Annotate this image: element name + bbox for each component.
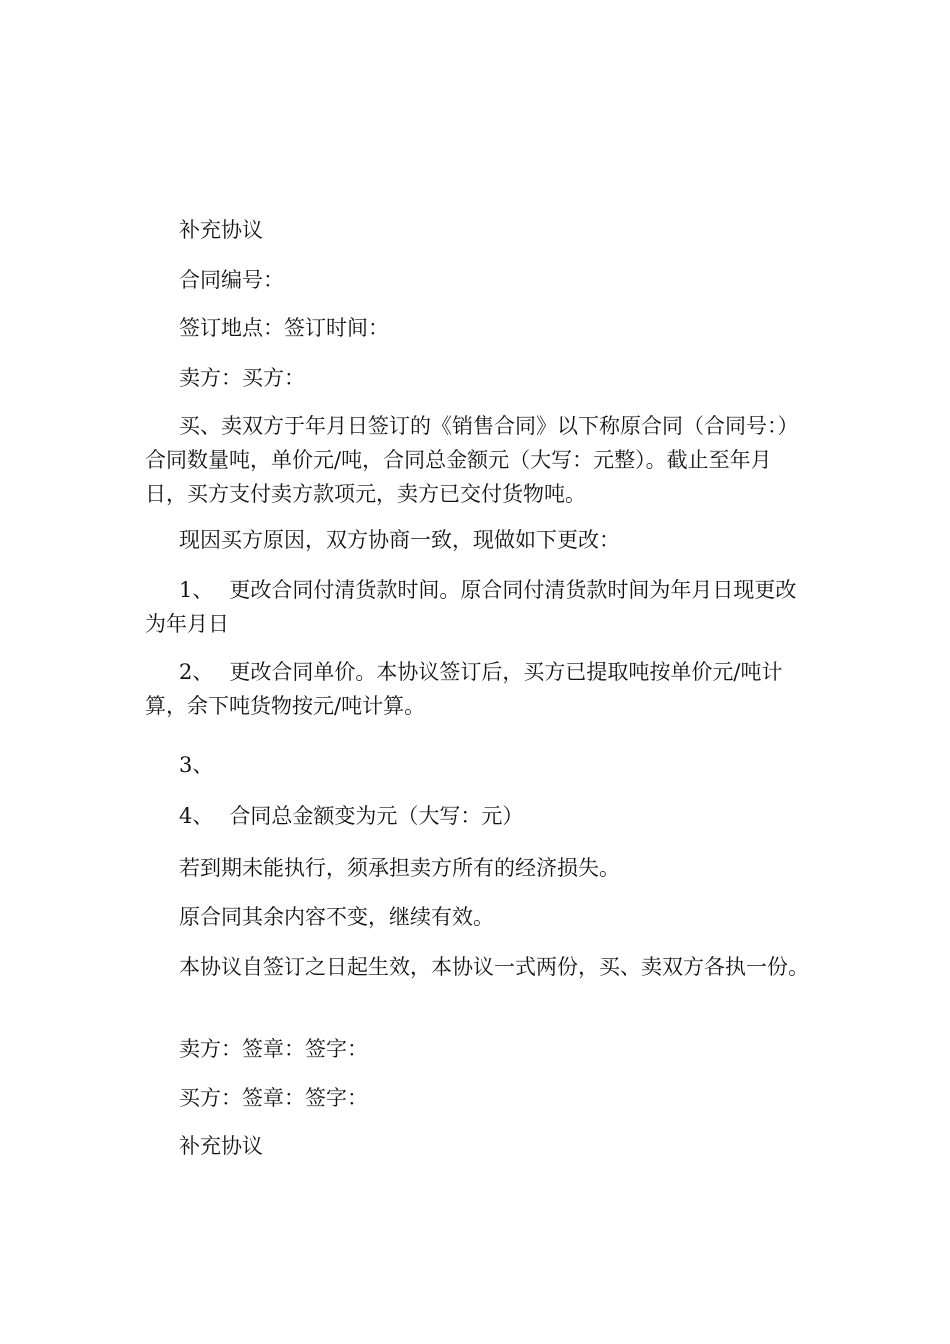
- seller-signature-line: 卖方：签章：签字：: [179, 1037, 368, 1061]
- item-4-text: 合同总金额变为元（大写：元）: [229, 804, 524, 828]
- effect-paragraph: 本协议自签订之日起生效，本协议一式两份，买、卖双方各执一份。: [179, 955, 809, 979]
- item-4-number: 4、: [179, 804, 214, 828]
- buyer-signature-line: 买方：签章：签字：: [179, 1086, 368, 1110]
- footer-title: 补充协议: [179, 1134, 263, 1158]
- remain-paragraph: 原合同其余内容不变，继续有效。: [179, 905, 494, 929]
- contract-number-label: 合同编号：: [179, 268, 284, 292]
- item-1: [145, 573, 810, 641]
- reason-paragraph: 现因买方原因，双方协商一致，现做如下更改：: [179, 528, 620, 552]
- breach-paragraph: 若到期未能执行，须承担卖方所有的经济损失。: [179, 856, 620, 880]
- item-1-number: 1、: [179, 578, 214, 602]
- item-2-text: 更改合同单价。本协议签订后，买方已提取吨按单价元/吨计 算，余下吨货物按元/吨计算。: [145, 660, 783, 718]
- doc-title: 补充协议: [179, 218, 263, 242]
- item-2: [145, 655, 810, 723]
- parties-line: 卖方：买方：: [179, 366, 305, 390]
- item-4: [145, 799, 810, 833]
- signing-place-time: 签订地点：签订时间：: [179, 316, 389, 340]
- item-3: [145, 748, 810, 782]
- intro-paragraph: 买、卖双方于年月日签订的《销售合同》以下称原合同（合同号：）合同数量吨，单价元/吨，合同总金额元（大写：元整）。截止至年月日，买方支付卖方款项元，卖方已交付货物吨。: [145, 414, 799, 506]
- item-1-text: 更改合同付清货款时间。原合同付清货款时间为年月日现更改为年月日: [145, 578, 797, 636]
- item-3-number: 3、: [179, 753, 214, 777]
- item-2-number: 2、: [179, 660, 214, 684]
